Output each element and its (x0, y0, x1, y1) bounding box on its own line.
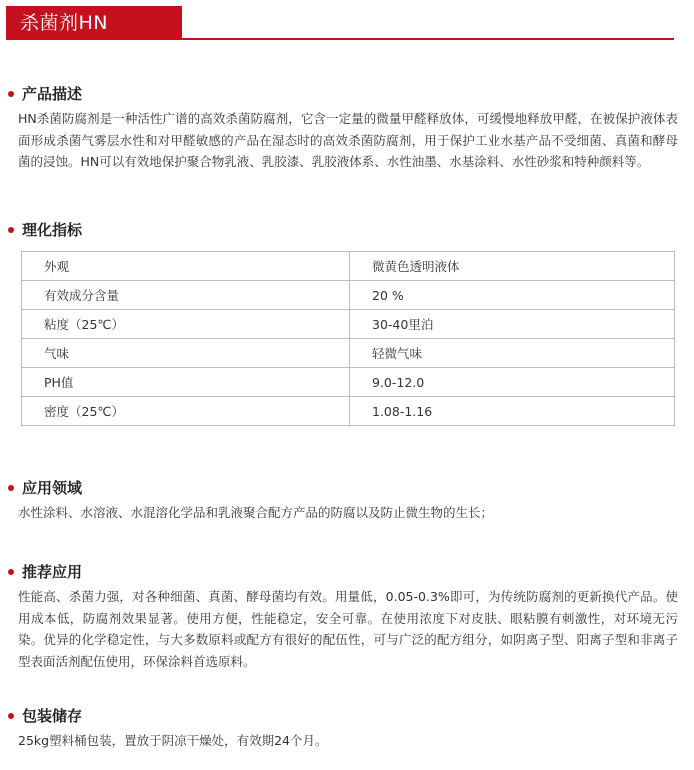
spec-name: 密度（25℃） (22, 397, 350, 426)
spec-table (21, 251, 675, 426)
bullet-icon (8, 485, 14, 491)
bullet-icon (8, 227, 14, 233)
spec-value: 1.08-1.16 (350, 397, 675, 426)
section-heading (8, 84, 678, 106)
description-text: HN杀菌防腐剂是一种活性广谱的高效杀菌防腐剂，它含一定量的微量甲醛释放体，可缓慢地释放甲醛，在被保护液体表面形成杀菌气雾层水性和对甲醛敏感的产品在湿态时的高效杀菌防腐剂，用于保护工业水基产品不受细菌、真菌和酵母菌的浸蚀。HN可以有效地保护聚合物乳液、乳胶漆、乳胶液体系、水性油墨、水基涂料、水性砂浆和特种颜料等。 (18, 111, 678, 169)
spec-name: 气味 (22, 339, 350, 368)
spec-value: 9.0-12.0 (350, 368, 675, 397)
section-recommend (8, 562, 678, 672)
packaging-text: 25kg塑料桶包装，置放于阴凉干燥处，有效期24个月。 (18, 733, 328, 748)
spec-name: 粘度（25℃） (22, 310, 350, 339)
table-row (22, 281, 675, 310)
spec-name: 有效成分含量 (22, 281, 350, 310)
section-specs (8, 220, 678, 242)
recommend-text: 性能高、杀菌力强，对各种细菌、真菌、酵母菌均有效。用量低，0.05-0.3%即可，为传统防腐剂的更新换代产品。使用成本低，防腐剂效果显著。使用方便，性能稳定，安全可靠。在使用浓度下对皮肤、眼粘膜有刺激性，对环境无污染。优异的化学稳定性，与大多数原料或配方有很好的配伍性，可与广泛的配方组分，如阴离子型、阳离子型和非离子型表面活剂配伍使用，环保涂料首选原料。 (18, 589, 678, 669)
table-row (22, 252, 675, 281)
section-heading (8, 220, 678, 242)
spec-name: PH值 (22, 368, 350, 397)
section-heading (8, 562, 678, 584)
table-row (22, 368, 675, 397)
heading-recommend: 推荐应用 (22, 563, 83, 581)
table-row (22, 339, 675, 368)
section-heading (8, 478, 678, 500)
spec-value: 微黄色透明液体 (350, 252, 675, 281)
section-heading (8, 706, 678, 728)
bullet-icon (8, 713, 14, 719)
table-row (22, 310, 675, 339)
spec-value: 轻微气味 (350, 339, 675, 368)
bullet-icon (8, 569, 14, 575)
heading-application: 应用领域 (22, 479, 83, 497)
bullet-icon (8, 91, 14, 97)
page-title: 杀菌剂HN (20, 12, 109, 34)
spec-name: 外观 (22, 252, 350, 281)
heading-description: 产品描述 (22, 85, 83, 103)
section-packaging (8, 706, 678, 752)
section-application (8, 478, 678, 524)
table-row (22, 397, 675, 426)
title-banner (6, 6, 182, 40)
spec-value: 30-40里泊 (350, 310, 675, 339)
section-description (8, 84, 678, 173)
application-text: 水性涂料、水溶液、水混溶化学品和乳液聚合配方产品的防腐以及防止微生物的生长； (18, 505, 494, 520)
title-divider (182, 38, 674, 40)
heading-packaging: 包装储存 (22, 707, 83, 725)
spec-value: 20 % (350, 281, 675, 310)
heading-specs: 理化指标 (22, 221, 83, 239)
